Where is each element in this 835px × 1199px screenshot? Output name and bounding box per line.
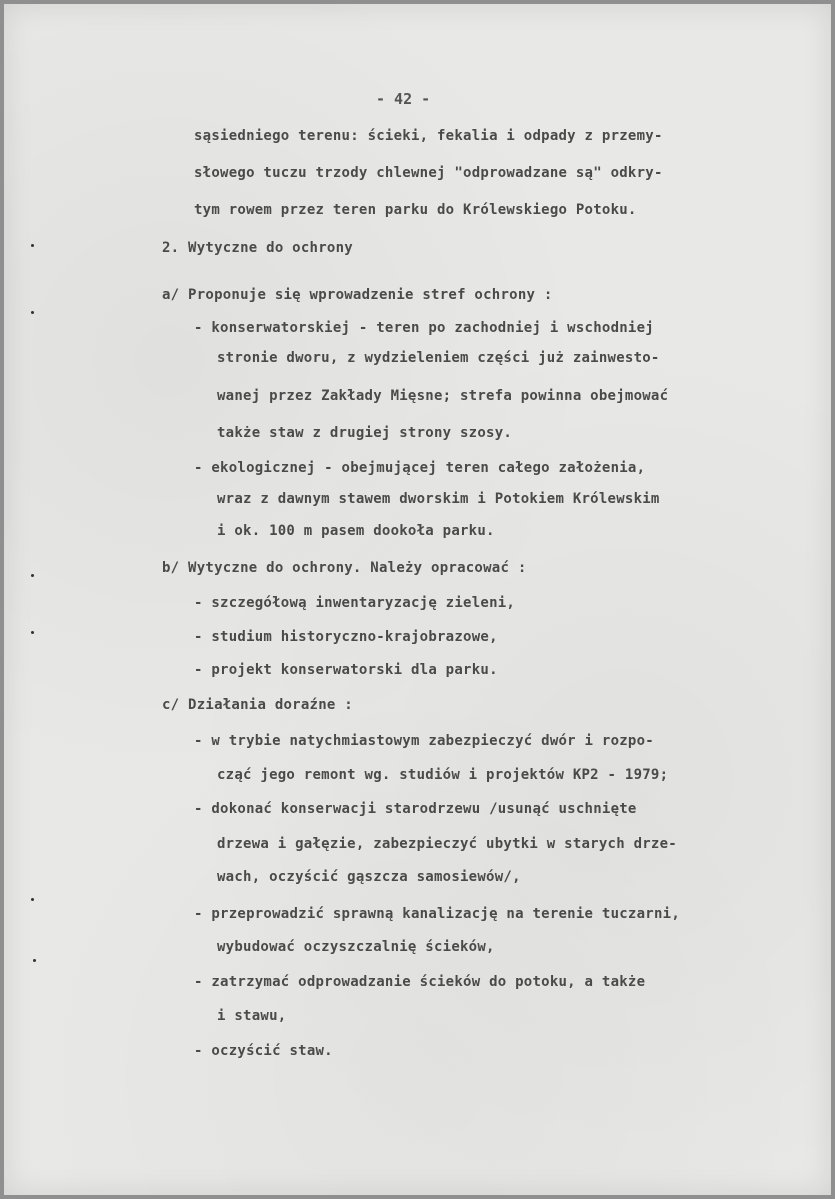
- text-line: b/ Wytyczne do ochrony. Należy opracować :: [162, 560, 527, 576]
- page-number: - 42 -: [376, 90, 431, 108]
- list-item: - studium historyczno-krajobrazowe,: [194, 629, 498, 645]
- text-line: stronie dworu, z wydzieleniem części już zainwesto-: [217, 350, 660, 366]
- list-item: - zatrzymać odprowadzanie ścieków do potoku, a także: [194, 974, 646, 990]
- text-line: także staw z drugiej strony szosy.: [217, 425, 513, 441]
- list-item: - ekologicznej - obejmującej teren całego założenia,: [194, 460, 646, 476]
- text-line: wybudować oczyszczalnię ścieków,: [217, 939, 495, 955]
- section-heading: 2. Wytyczne do ochrony: [162, 240, 353, 256]
- scan-speck: [33, 959, 36, 962]
- text-line: słowego tuczu trzody chlewnej "odprowadzane są" odkry-: [194, 165, 663, 181]
- list-item: - w trybie natychmiastowym zabezpieczyć dwór i rozpo-: [194, 733, 654, 749]
- text-line: a/ Proponuje się wprowadzenie stref ochrony :: [162, 287, 553, 303]
- list-item: - konserwatorskiej - teren po zachodniej i wschodniej: [194, 320, 654, 336]
- text-line: wanej przez Zakłady Mięsne; strefa powinna obejmować: [217, 388, 669, 404]
- text-line: wraz z dawnym stawem dworskim i Potokiem Królewskim: [217, 491, 660, 507]
- scan-speck: [31, 244, 34, 247]
- text-line: drzewa i gałęzie, zabezpieczyć ubytki w starych drze-: [217, 836, 677, 852]
- text-line: cząć jego remont wg. studiów i projektów KP2 - 1979;: [217, 767, 669, 783]
- scan-speck: [31, 574, 34, 577]
- list-item: - oczyścić staw.: [194, 1043, 333, 1059]
- list-item: - dokonać konserwacji starodrzewu /usunąć uschnięte: [194, 801, 637, 817]
- scan-speck: [31, 311, 34, 314]
- text-line: sąsiedniego terenu: ścieki, fekalia i odpady z przemy-: [194, 128, 663, 144]
- text-line: wach, oczyścić gąszcza samosiewów/,: [217, 869, 521, 885]
- text-line: i ok. 100 m pasem dookoła parku.: [217, 523, 495, 539]
- text-line: i stawu,: [217, 1008, 287, 1024]
- scan-speck: [31, 898, 34, 901]
- list-item: - szczegółową inwentaryzację zieleni,: [194, 595, 516, 611]
- document-page: [4, 4, 831, 1195]
- scan-speck: [31, 631, 34, 634]
- text-line: c/ Działania doraźne :: [162, 697, 353, 713]
- text-line: tym rowem przez teren parku do Królewskiego Potoku.: [194, 202, 637, 218]
- list-item: - przeprowadzić sprawną kanalizację na terenie tuczarni,: [194, 906, 681, 922]
- list-item: - projekt konserwatorski dla parku.: [194, 662, 498, 678]
